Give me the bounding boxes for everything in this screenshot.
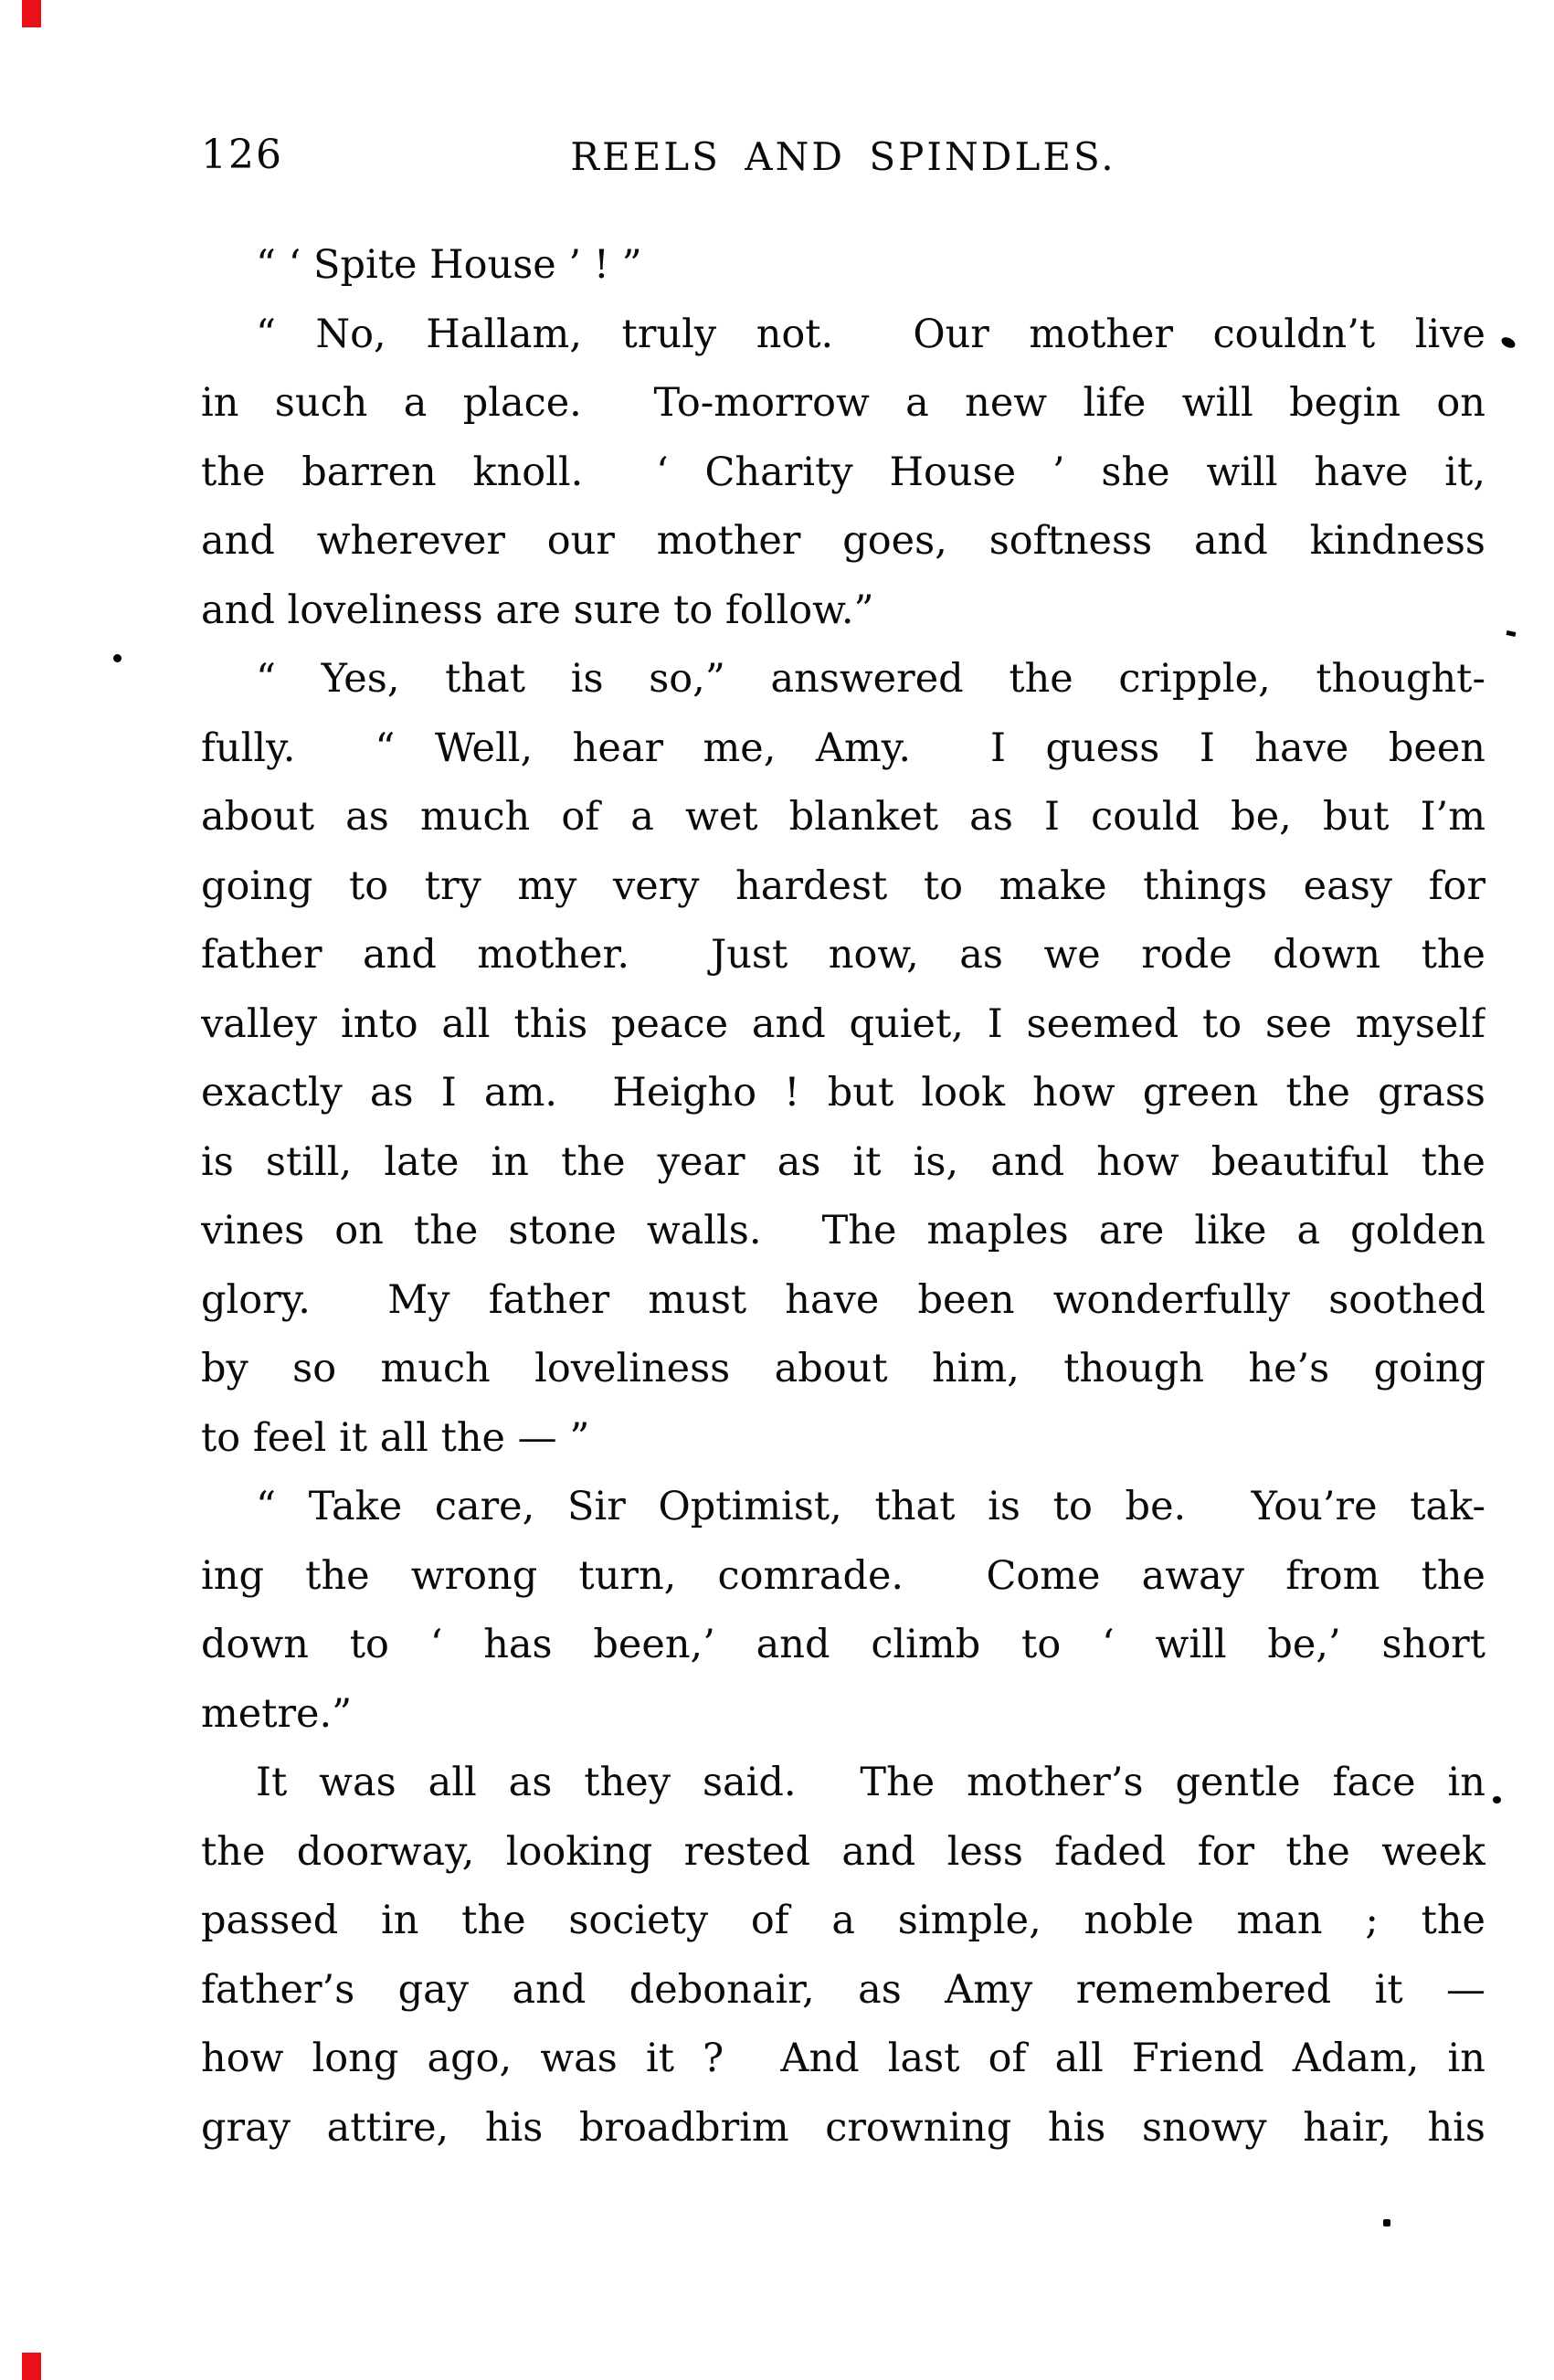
text-line: is still, late in the year as it is, and how beautiful the [201, 1138, 1485, 1185]
text-line: vines on the stone walls. The maples are like a golden [201, 1208, 1485, 1253]
red-scan-edge-mark-top [22, 0, 41, 27]
text-line: ing the wrong turn, comrade. Come away from the [201, 1552, 1485, 1599]
text-line: “ ‘ Spite House ’ ! ” [256, 242, 642, 288]
text-line: It was all as they said. The mother’s gentle face in [256, 1760, 1485, 1805]
ink-speck [113, 654, 122, 662]
text-line: father’s gay and debonair, as Amy remembered it — [201, 1966, 1485, 2013]
text-line: about as much of a wet blanket as I could be, but I’m [201, 794, 1485, 840]
text-line: valley into all this peace and quiet, I seemed to see myself [201, 1000, 1485, 1047]
paragraph [201, 1749, 1485, 2163]
text-line: exactly as I am. Heigho ! but look how green the grass [201, 1070, 1485, 1116]
paragraph [201, 231, 1485, 301]
paragraph [201, 301, 1485, 646]
red-scan-edge-mark-bottom [22, 2353, 41, 2380]
page-number: 126 [201, 132, 283, 178]
text-line: passed in the society of a simple, noble man ; the [201, 1898, 1485, 1943]
text-line: how long ago, was it ? And last of all Friend Adam, in [201, 2036, 1485, 2081]
page-text-block [201, 231, 1485, 2163]
text-line: by so much loveliness about him, though he’s going [201, 1346, 1485, 1391]
text-line: the doorway, looking rested and less faded for the week [201, 1828, 1485, 1875]
text-line: and loveliness are sure to follow.” [201, 587, 874, 633]
text-line: to feel it all the — ” [201, 1414, 590, 1461]
text-line: and wherever our mother goes, softness and kindness [201, 518, 1485, 564]
text-line: gray attire, his broadbrim crowning his snowy hair, his [201, 2104, 1485, 2151]
text-line: “ Yes, that is so,” answered the cripple, thought- [256, 656, 1485, 702]
paragraph [201, 645, 1485, 1473]
ink-speck [1500, 335, 1517, 350]
ink-speck [1383, 2219, 1390, 2227]
text-line: in such a place. To-morrow a new life will begin on [201, 380, 1485, 426]
running-head-title: REELS AND SPINDLES. [570, 134, 1116, 179]
text-line: fully. “ Well, hear me, Amy. I guess I have been [201, 725, 1485, 771]
paragraph [201, 1473, 1485, 1749]
text-line: going to try my very hardest to make things easy for [201, 862, 1485, 909]
text-line: “ No, Hallam, truly not. Our mother couldn’t live [256, 311, 1485, 357]
ink-speck [1493, 1796, 1501, 1804]
text-line: metre.” [201, 1690, 353, 1737]
text-line: down to ‘ has been,’ and climb to ‘ will be,’ short [201, 1622, 1485, 1667]
text-line: glory. My father must have been wonderfully soothed [201, 1276, 1485, 1323]
text-line: the barren knoll. ‘ Charity House ’ she will have it, [201, 449, 1485, 495]
ink-speck [1506, 630, 1517, 637]
text-line: “ Take care, Sir Optimist, that is to be. You’re tak- [256, 1484, 1485, 1529]
text-line: father and mother. Just now, as we rode down the [201, 932, 1485, 978]
